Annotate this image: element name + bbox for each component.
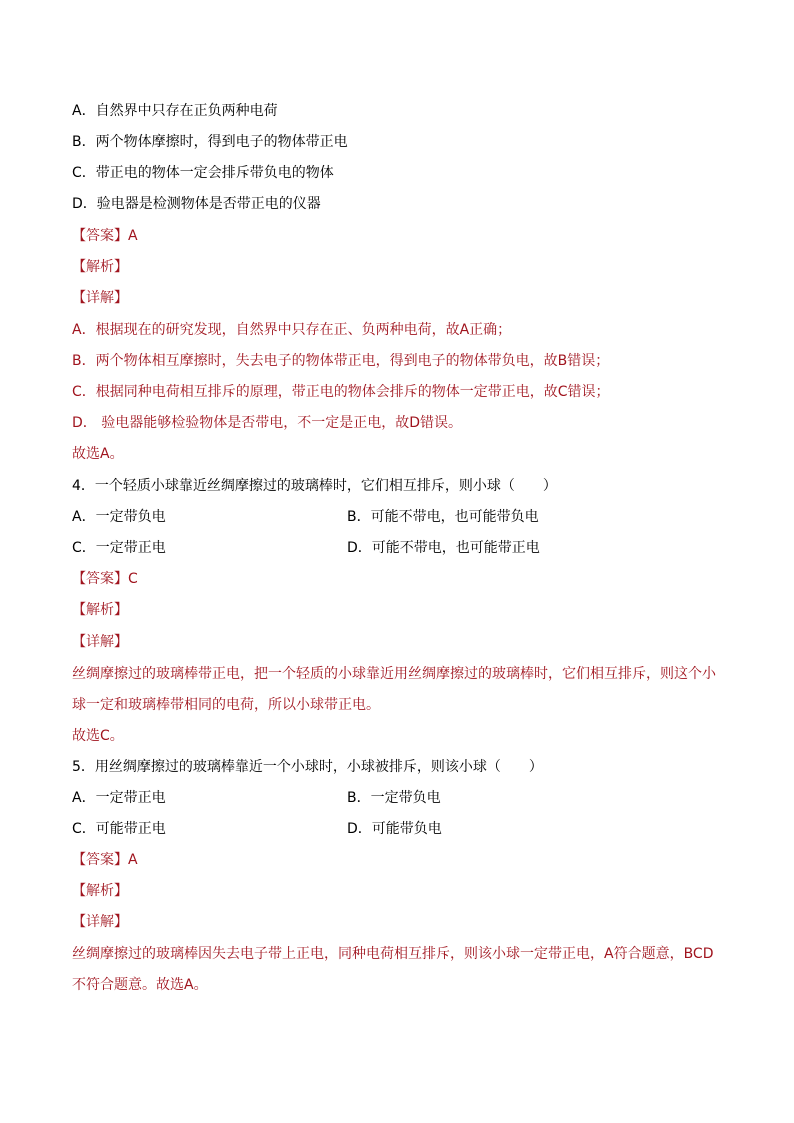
q3-analysis-label: 【解析】 — [72, 259, 128, 275]
q3-option-c: C．带正电的物体一定会排斥带负电的物体 — [72, 165, 334, 181]
q5-explanation-line1: 丝绸摩擦过的玻璃棒因失去电子带上正电，同种电荷相互排斥，则该小球一定带正电，A符合题意，BCD — [72, 946, 714, 962]
q3-explanation-c: C．根据同种电荷相互排斥的原理，带正电的物体会排斥的物体一定带正电，故C错误； — [72, 384, 610, 400]
q4-answer: 【答案】C — [72, 571, 138, 587]
q3-option-d: D．验电器是检测物体是否带正电的仪器 — [72, 196, 321, 212]
q3-detail-label: 【详解】 — [72, 290, 128, 306]
q3-explanation-a: A．根据现在的研究发现，自然界中只存在正、负两种电荷，故A正确； — [72, 322, 512, 338]
q5-detail-label: 【详解】 — [72, 914, 128, 930]
q3-option-b: B．两个物体摩擦时，得到电子的物体带正电 — [72, 134, 348, 150]
q4-explanation-line2: 球一定和玻璃棒带相同的电荷，所以小球带正电。 — [72, 697, 380, 713]
q5-option-c: C．可能带正电 — [72, 821, 166, 837]
q4-option-d: D．可能不带电，也可能带正电 — [347, 540, 540, 556]
q4-question: 4．一个轻质小球靠近丝绸摩擦过的玻璃棒时，它们相互排斥，则小球（ ） — [72, 478, 557, 494]
q5-answer: 【答案】A — [72, 852, 138, 868]
q3-explanation-b: B．两个物体相互摩擦时，失去电子的物体带正电，得到电子的物体带负电，故B错误； — [72, 353, 610, 369]
q5-explanation-line2: 不符合题意。故选A。 — [72, 977, 208, 993]
q5-option-a: A．一定带正电 — [72, 790, 166, 806]
q4-option-c: C．一定带正电 — [72, 540, 166, 556]
q4-option-a: A．一定带负电 — [72, 509, 166, 525]
q3-conclusion: 故选A。 — [72, 446, 124, 462]
q4-detail-label: 【详解】 — [72, 634, 128, 650]
q4-explanation-line1: 丝绸摩擦过的玻璃棒带正电，把一个轻质的小球靠近用丝绸摩擦过的玻璃棒时，它们相互排斥，则这个小 — [72, 666, 716, 682]
q4-analysis-label: 【解析】 — [72, 602, 128, 618]
q3-answer: 【答案】A — [72, 228, 138, 244]
q3-explanation-d: D． 验电器能够检验物体是否带电，不一定是正电，故D错误。 — [72, 415, 463, 431]
q5-option-d: D．可能带负电 — [347, 821, 442, 837]
q5-analysis-label: 【解析】 — [72, 883, 128, 899]
q5-question: 5．用丝绸摩擦过的玻璃棒靠近一个小球时，小球被排斥，则该小球（ ） — [72, 759, 543, 775]
q4-option-b: B．可能不带电，也可能带负电 — [347, 509, 539, 525]
q3-option-a: A．自然界中只存在正负两种电荷 — [72, 103, 278, 119]
q5-option-b: B．一定带负电 — [347, 790, 441, 806]
q4-conclusion: 故选C。 — [72, 728, 124, 744]
